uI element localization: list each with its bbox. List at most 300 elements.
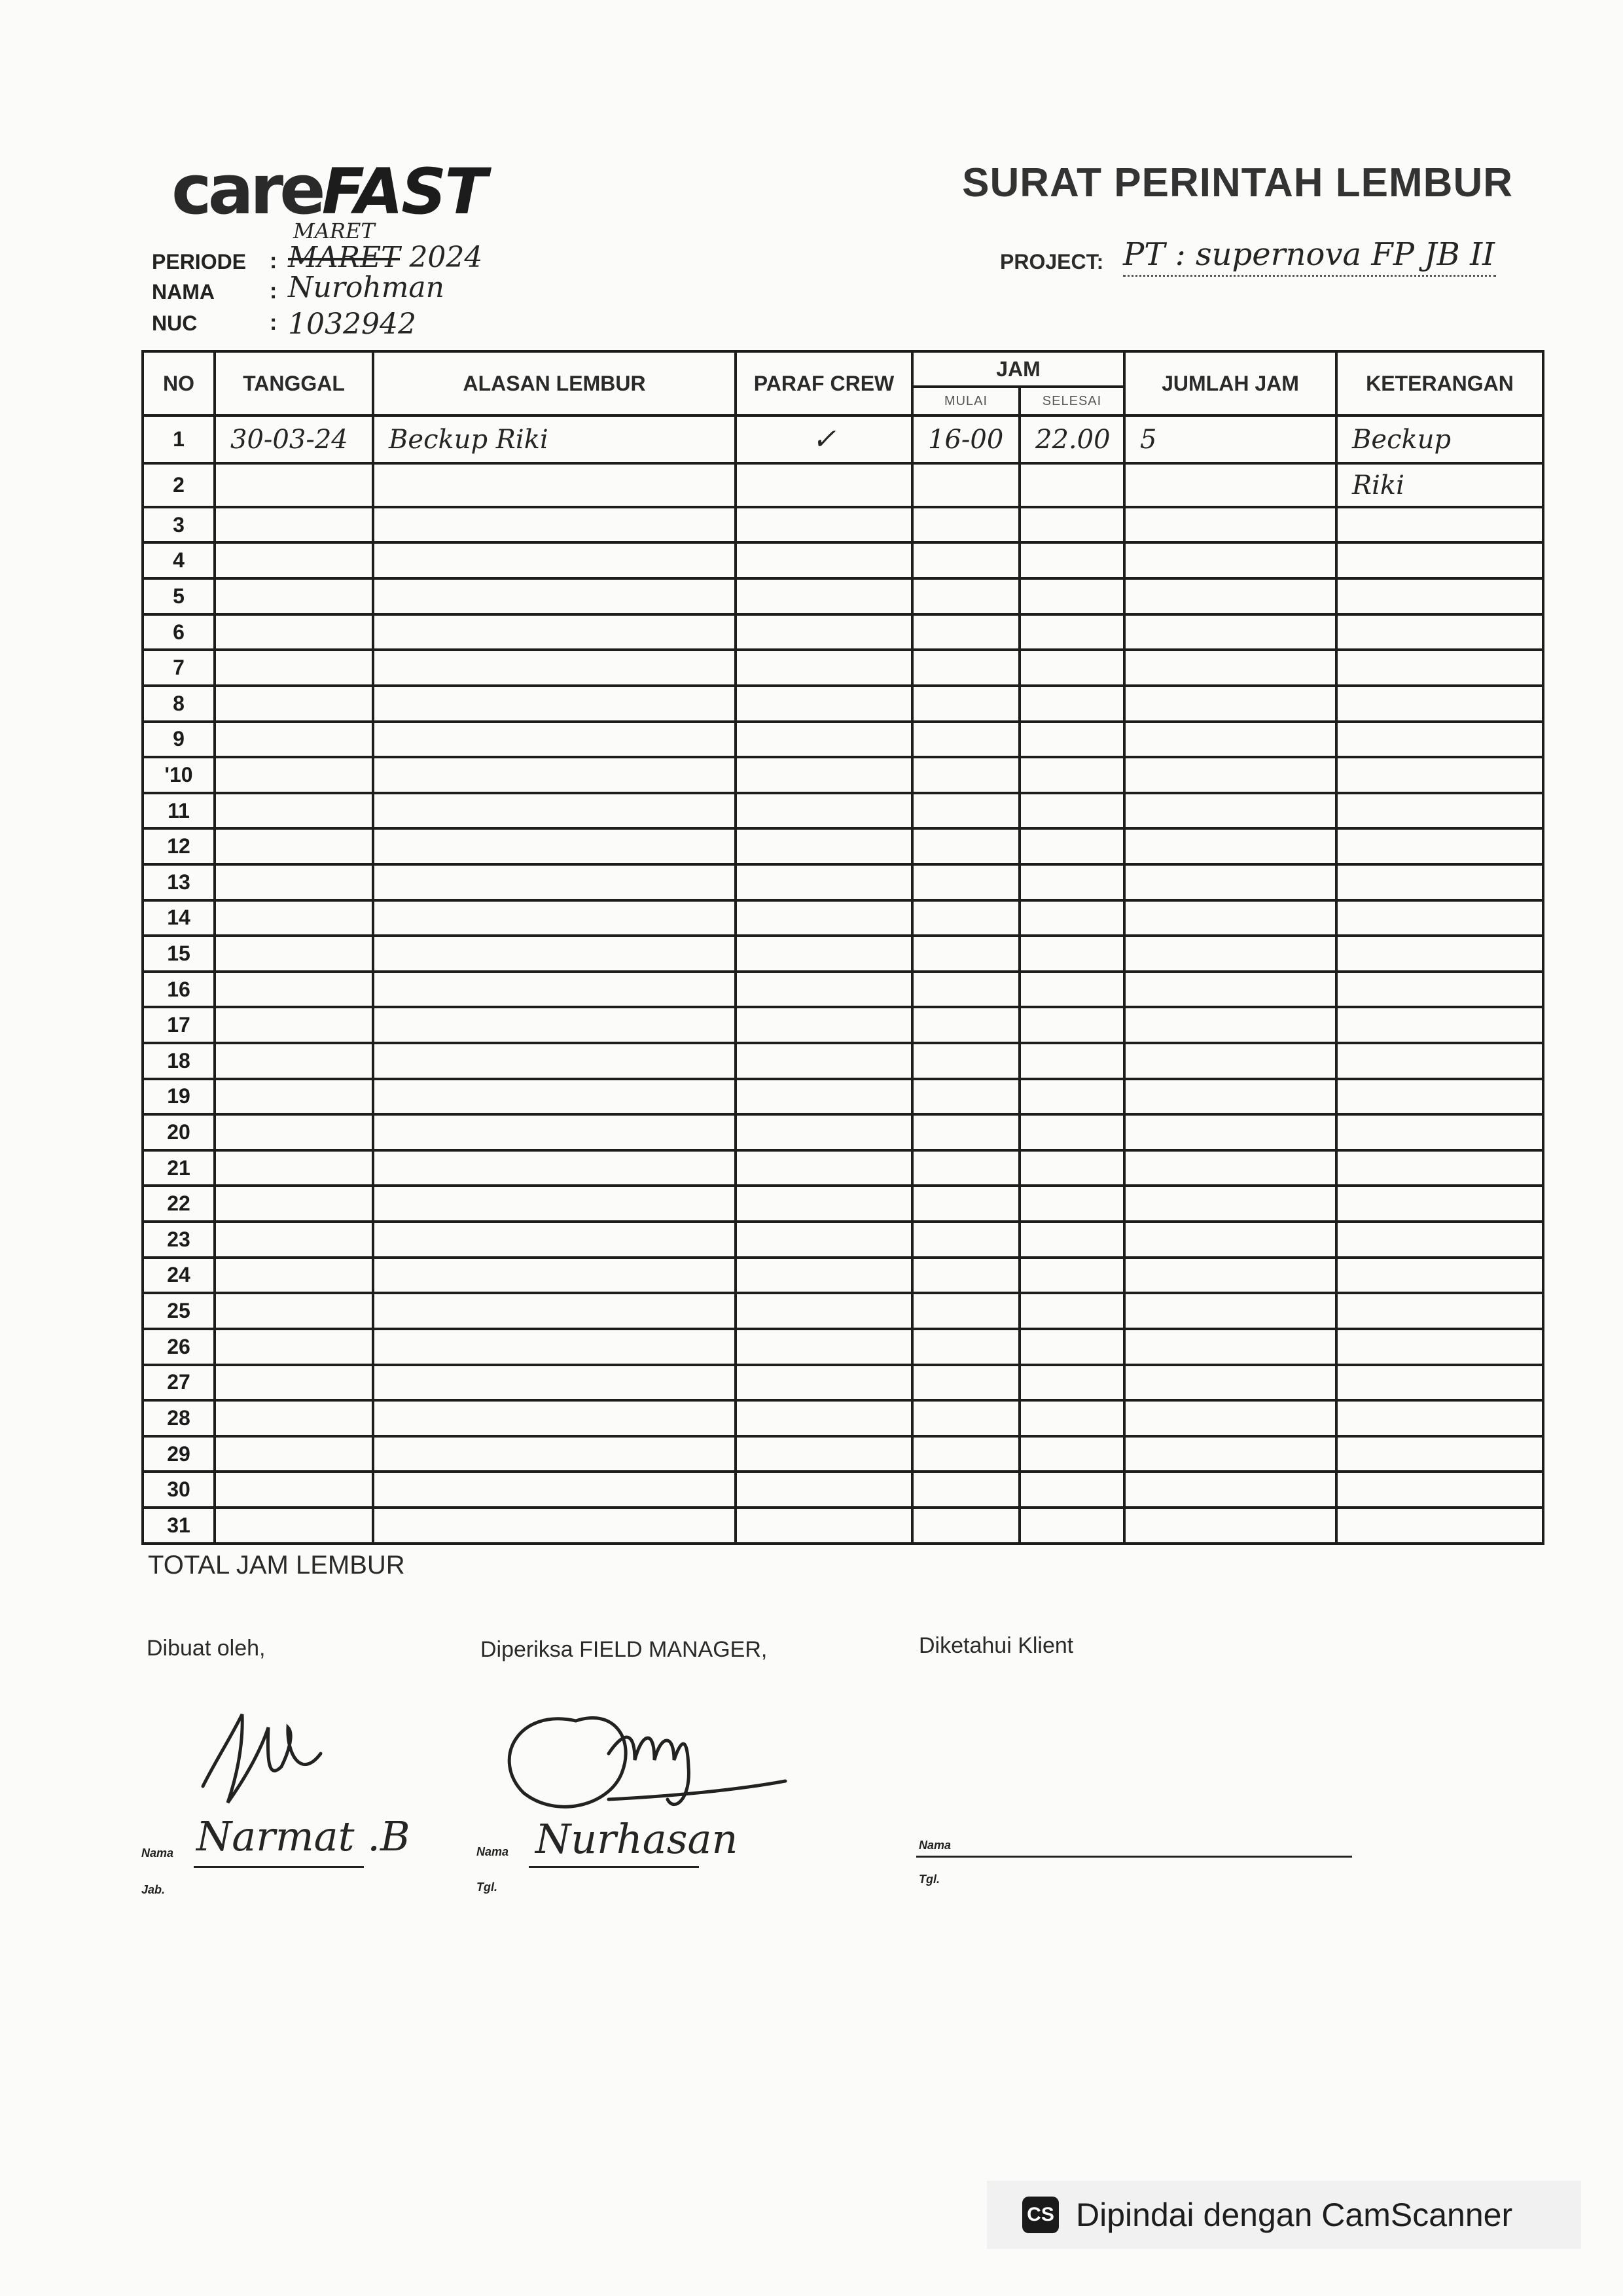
alasan-cell — [373, 614, 736, 650]
keterangan-cell — [1336, 1436, 1543, 1472]
row-number: 18 — [143, 1043, 215, 1079]
project-value: PT : supernova FP JB II — [1123, 234, 1496, 277]
tanggal-cell — [215, 614, 373, 650]
periode-correction: MARET — [293, 219, 375, 243]
alasan-cell — [373, 1043, 736, 1079]
alasan-cell — [373, 1258, 736, 1294]
tanggal-cell — [215, 972, 373, 1008]
header-mulai: MULAI — [912, 387, 1020, 415]
selesai-cell — [1020, 1436, 1124, 1472]
mulai-cell — [912, 1508, 1020, 1544]
tanggal-cell — [215, 757, 373, 793]
row-number: 26 — [143, 1329, 215, 1365]
company-logo — [171, 150, 538, 230]
table-row — [143, 793, 1543, 829]
mulai-cell — [912, 507, 1020, 543]
keterangan-cell — [1336, 1472, 1543, 1508]
header-paraf: PARAF CREW — [736, 351, 912, 415]
table-row — [143, 1150, 1543, 1186]
alasan-cell — [373, 507, 736, 543]
alasan-cell — [373, 686, 736, 722]
selesai-cell — [1020, 1508, 1124, 1544]
mulai-cell — [912, 757, 1020, 793]
selesai-cell — [1020, 1186, 1124, 1222]
paraf-cell — [736, 1508, 912, 1544]
row-number: 25 — [143, 1293, 215, 1329]
selesai-cell — [1020, 1079, 1124, 1115]
table-row — [143, 686, 1543, 722]
jumlah-cell — [1124, 542, 1336, 578]
paraf-cell — [736, 828, 912, 864]
dibuat-nama-label: Nama — [141, 1846, 174, 1860]
logo-care-text: care — [171, 150, 322, 230]
row-number: 24 — [143, 1258, 215, 1294]
selesai-cell — [1020, 1007, 1124, 1043]
tanggal-cell — [215, 1400, 373, 1436]
alasan-cell — [373, 1114, 736, 1150]
alasan-cell — [373, 650, 736, 686]
keterangan-cell — [1336, 972, 1543, 1008]
jumlah-cell — [1124, 686, 1336, 722]
jumlah-cell — [1124, 1150, 1336, 1186]
tanggal-cell: 30-03-24 — [215, 415, 373, 463]
selesai-cell — [1020, 1043, 1124, 1079]
jumlah-cell — [1124, 1186, 1336, 1222]
paraf-cell — [736, 757, 912, 793]
jumlah-cell — [1124, 463, 1336, 507]
paraf-cell — [736, 1329, 912, 1365]
keterangan-cell — [1336, 1508, 1543, 1544]
table-row — [143, 1329, 1543, 1365]
keterangan-cell — [1336, 542, 1543, 578]
keterangan-cell — [1336, 936, 1543, 972]
jumlah-cell — [1124, 1079, 1336, 1115]
paraf-cell — [736, 578, 912, 614]
paraf-cell — [736, 722, 912, 758]
mulai-cell — [912, 578, 1020, 614]
periode-year: 2024 — [409, 241, 483, 274]
table-row — [143, 1472, 1543, 1508]
table-row — [143, 1007, 1543, 1043]
selesai-cell — [1020, 463, 1124, 507]
alasan-cell — [373, 793, 736, 829]
tanggal-cell — [215, 542, 373, 578]
dibuat-jab-label: Jab. — [141, 1883, 166, 1896]
dibuat-name-line — [194, 1866, 364, 1868]
tanggal-cell — [215, 1258, 373, 1294]
paraf-cell — [736, 1007, 912, 1043]
keterangan-cell — [1336, 1365, 1543, 1401]
mulai-cell — [912, 1400, 1020, 1436]
row-number: 14 — [143, 900, 215, 936]
jumlah-cell — [1124, 1472, 1336, 1508]
mulai-cell — [912, 686, 1020, 722]
alasan-cell — [373, 1436, 736, 1472]
table-row — [143, 578, 1543, 614]
row-number: 7 — [143, 650, 215, 686]
alasan-cell — [373, 900, 736, 936]
jumlah-cell — [1124, 507, 1336, 543]
row-number: 12 — [143, 828, 215, 864]
tanggal-cell — [215, 578, 373, 614]
alasan-cell: Beckup Riki — [373, 415, 736, 463]
jumlah-cell — [1124, 1365, 1336, 1401]
diperiksa-label: Diperiksa FIELD MANAGER, — [480, 1637, 768, 1662]
mulai-cell — [912, 936, 1020, 972]
selesai-cell — [1020, 1222, 1124, 1258]
tanggal-cell — [215, 650, 373, 686]
project-label: PROJECT: — [1000, 250, 1104, 274]
keterangan-cell — [1336, 1329, 1543, 1365]
row-number: 23 — [143, 1222, 215, 1258]
mulai-cell — [912, 1079, 1020, 1115]
paraf-cell — [736, 1258, 912, 1294]
selesai-cell — [1020, 507, 1124, 543]
alasan-cell — [373, 1508, 736, 1544]
diketahui-tgl-label: Tgl. — [919, 1873, 940, 1886]
jumlah-cell — [1124, 1508, 1336, 1544]
alasan-cell — [373, 864, 736, 900]
selesai-cell — [1020, 1472, 1124, 1508]
paraf-cell — [736, 793, 912, 829]
row-number: 6 — [143, 614, 215, 650]
mulai-cell — [912, 542, 1020, 578]
selesai-cell — [1020, 1258, 1124, 1294]
paraf-cell: ✓ — [736, 415, 912, 463]
jumlah-cell: 5 — [1124, 415, 1336, 463]
paraf-cell — [736, 936, 912, 972]
tanggal-cell — [215, 1329, 373, 1365]
mulai-cell — [912, 1114, 1020, 1150]
document-title: SURAT PERINTAH LEMBUR — [962, 160, 1513, 205]
paraf-cell — [736, 1293, 912, 1329]
selesai-cell — [1020, 757, 1124, 793]
paraf-cell — [736, 1222, 912, 1258]
jumlah-cell — [1124, 1436, 1336, 1472]
tanggal-cell — [215, 1079, 373, 1115]
tanggal-cell — [215, 1007, 373, 1043]
table-row — [143, 650, 1543, 686]
table-row — [143, 828, 1543, 864]
row-number: 29 — [143, 1436, 215, 1472]
row-number: 15 — [143, 936, 215, 972]
tanggal-cell — [215, 722, 373, 758]
jumlah-cell — [1124, 864, 1336, 900]
nuc-colon: : — [270, 310, 277, 335]
table-row — [143, 1436, 1543, 1472]
alasan-cell — [373, 1365, 736, 1401]
mulai-cell — [912, 650, 1020, 686]
jumlah-cell — [1124, 900, 1336, 936]
alasan-cell — [373, 1007, 736, 1043]
jumlah-cell — [1124, 793, 1336, 829]
nuc-label: NUC — [152, 311, 198, 335]
alasan-cell — [373, 757, 736, 793]
selesai-cell — [1020, 936, 1124, 972]
jumlah-cell — [1124, 972, 1336, 1008]
mulai-cell: 16-00 — [912, 415, 1020, 463]
alasan-cell — [373, 1400, 736, 1436]
tanggal-cell — [215, 1508, 373, 1544]
selesai-cell — [1020, 722, 1124, 758]
paraf-cell — [736, 1079, 912, 1115]
alasan-cell — [373, 578, 736, 614]
row-number: 27 — [143, 1365, 215, 1401]
row-number: 5 — [143, 578, 215, 614]
header-jumlah: JUMLAH JAM — [1124, 351, 1336, 415]
header-alasan: ALASAN LEMBUR — [373, 351, 736, 415]
dibuat-label: Dibuat oleh, — [147, 1636, 266, 1661]
keterangan-cell — [1336, 1400, 1543, 1436]
nama-colon: : — [270, 279, 277, 304]
alasan-cell — [373, 1079, 736, 1115]
tanggal-cell — [215, 1043, 373, 1079]
alasan-cell — [373, 1472, 736, 1508]
jumlah-cell — [1124, 828, 1336, 864]
table-row — [143, 972, 1543, 1008]
row-number: 3 — [143, 507, 215, 543]
mulai-cell — [912, 1043, 1020, 1079]
camscanner-text: Dipindai dengan CamScanner — [1076, 2197, 1513, 2233]
jumlah-cell — [1124, 1329, 1336, 1365]
table-row — [143, 722, 1543, 758]
keterangan-cell: Riki — [1336, 463, 1543, 507]
tanggal-cell — [215, 1114, 373, 1150]
alasan-cell — [373, 463, 736, 507]
keterangan-cell — [1336, 864, 1543, 900]
table-row — [143, 1258, 1543, 1294]
alasan-cell — [373, 1222, 736, 1258]
table-row — [143, 1365, 1543, 1401]
row-number: 22 — [143, 1186, 215, 1222]
table-row — [143, 1508, 1543, 1544]
diketahui-label: Diketahui Klient — [919, 1633, 1074, 1658]
mulai-cell — [912, 900, 1020, 936]
diketahui-nama-label: Nama — [919, 1839, 952, 1852]
tanggal-cell — [215, 793, 373, 829]
nama-label: NAMA — [152, 280, 215, 304]
table-row — [143, 864, 1543, 900]
paraf-cell — [736, 864, 912, 900]
mulai-cell — [912, 722, 1020, 758]
table-row — [143, 463, 1543, 507]
mulai-cell — [912, 1472, 1020, 1508]
alasan-cell — [373, 972, 736, 1008]
keterangan-cell — [1336, 1186, 1543, 1222]
mulai-cell — [912, 1436, 1020, 1472]
tanggal-cell — [215, 900, 373, 936]
jumlah-cell — [1124, 1114, 1336, 1150]
row-number: 19 — [143, 1079, 215, 1115]
table-row — [143, 936, 1543, 972]
overtime-table — [141, 350, 1542, 1545]
paraf-cell — [736, 1186, 912, 1222]
selesai-cell — [1020, 542, 1124, 578]
selesai-cell — [1020, 1400, 1124, 1436]
camscanner-icon: CS — [1022, 2197, 1059, 2233]
row-number: 30 — [143, 1472, 215, 1508]
mulai-cell — [912, 1293, 1020, 1329]
selesai-cell — [1020, 793, 1124, 829]
tanggal-cell — [215, 1293, 373, 1329]
jumlah-cell — [1124, 614, 1336, 650]
keterangan-cell — [1336, 614, 1543, 650]
mulai-cell — [912, 793, 1020, 829]
diperiksa-name: Nurhasan — [535, 1815, 738, 1863]
row-number: 4 — [143, 542, 215, 578]
selesai-cell — [1020, 578, 1124, 614]
row-number: 11 — [143, 793, 215, 829]
alasan-cell — [373, 722, 736, 758]
keterangan-cell — [1336, 1079, 1543, 1115]
table-row — [143, 900, 1543, 936]
dibuat-signature — [190, 1688, 340, 1819]
jumlah-cell — [1124, 578, 1336, 614]
periode-colon: : — [270, 249, 277, 274]
nama-value: Nurohman — [288, 271, 444, 304]
alasan-cell — [373, 1186, 736, 1222]
keterangan-cell — [1336, 578, 1543, 614]
tanggal-cell — [215, 507, 373, 543]
keterangan-cell: Beckup — [1336, 415, 1543, 463]
mulai-cell — [912, 1365, 1020, 1401]
paraf-cell — [736, 686, 912, 722]
tanggal-cell — [215, 1436, 373, 1472]
camscanner-badge — [987, 2181, 1581, 2249]
table-row — [143, 1114, 1543, 1150]
diperiksa-tgl-label: Tgl. — [476, 1881, 497, 1894]
keterangan-cell — [1336, 686, 1543, 722]
keterangan-cell — [1336, 1114, 1543, 1150]
row-number: 28 — [143, 1400, 215, 1436]
table-row — [143, 1222, 1543, 1258]
mulai-cell — [912, 972, 1020, 1008]
selesai-cell — [1020, 1293, 1124, 1329]
tanggal-cell — [215, 864, 373, 900]
nuc-value: 1032942 — [288, 308, 416, 341]
mulai-cell — [912, 1222, 1020, 1258]
mulai-cell — [912, 1258, 1020, 1294]
alasan-cell — [373, 542, 736, 578]
jumlah-cell — [1124, 757, 1336, 793]
keterangan-cell — [1336, 722, 1543, 758]
row-number: 21 — [143, 1150, 215, 1186]
keterangan-cell — [1336, 1293, 1543, 1329]
tanggal-cell — [215, 1186, 373, 1222]
header-selesai: SELESAI — [1020, 387, 1124, 415]
row-number: 9 — [143, 722, 215, 758]
keterangan-cell — [1336, 1222, 1543, 1258]
alasan-cell — [373, 1329, 736, 1365]
mulai-cell — [912, 828, 1020, 864]
tanggal-cell — [215, 1222, 373, 1258]
jumlah-cell — [1124, 1222, 1336, 1258]
table-row — [143, 415, 1543, 463]
selesai-cell — [1020, 650, 1124, 686]
keterangan-cell — [1336, 1150, 1543, 1186]
keterangan-cell — [1336, 900, 1543, 936]
dibuat-name: Narmat .B — [196, 1812, 410, 1860]
table-row — [143, 1043, 1543, 1079]
alasan-cell — [373, 936, 736, 972]
selesai-cell — [1020, 1365, 1124, 1401]
keterangan-cell — [1336, 1043, 1543, 1079]
paraf-cell — [736, 1472, 912, 1508]
selesai-cell — [1020, 686, 1124, 722]
selesai-cell — [1020, 614, 1124, 650]
paraf-cell — [736, 1150, 912, 1186]
periode-label: PERIODE — [152, 250, 247, 274]
mulai-cell — [912, 463, 1020, 507]
selesai-cell — [1020, 1329, 1124, 1365]
table-row — [143, 1186, 1543, 1222]
periode-struck-month: MARET MARET — [288, 219, 401, 274]
alasan-cell — [373, 1150, 736, 1186]
keterangan-cell — [1336, 1007, 1543, 1043]
tanggal-cell — [215, 463, 373, 507]
paraf-cell — [736, 900, 912, 936]
keterangan-cell — [1336, 650, 1543, 686]
jumlah-cell — [1124, 1043, 1336, 1079]
keterangan-cell — [1336, 793, 1543, 829]
paraf-cell — [736, 463, 912, 507]
header-tanggal: TANGGAL — [215, 351, 373, 415]
tanggal-cell — [215, 936, 373, 972]
mulai-cell — [912, 614, 1020, 650]
paraf-cell — [736, 614, 912, 650]
mulai-cell — [912, 1007, 1020, 1043]
table-row — [143, 1079, 1543, 1115]
header-jam: JAM — [912, 351, 1124, 387]
table-row — [143, 1400, 1543, 1436]
paraf-cell — [736, 542, 912, 578]
selesai-cell — [1020, 864, 1124, 900]
jumlah-cell — [1124, 1293, 1336, 1329]
mulai-cell — [912, 1150, 1020, 1186]
mulai-cell — [912, 864, 1020, 900]
header-no: NO — [143, 351, 215, 415]
jumlah-cell — [1124, 722, 1336, 758]
row-number: 16 — [143, 972, 215, 1008]
periode-value — [288, 219, 483, 274]
jumlah-cell — [1124, 1007, 1336, 1043]
row-number: 20 — [143, 1114, 215, 1150]
diperiksa-nama-label: Nama — [476, 1845, 509, 1858]
jumlah-cell — [1124, 936, 1336, 972]
diperiksa-name-line — [529, 1866, 699, 1868]
row-number: 17 — [143, 1007, 215, 1043]
row-number: 13 — [143, 864, 215, 900]
paraf-cell — [736, 1365, 912, 1401]
paraf-cell — [736, 650, 912, 686]
row-number: 8 — [143, 686, 215, 722]
keterangan-cell — [1336, 507, 1543, 543]
selesai-cell — [1020, 828, 1124, 864]
tanggal-cell — [215, 828, 373, 864]
paraf-cell — [736, 1400, 912, 1436]
row-number: 1 — [143, 415, 215, 463]
row-number: 31 — [143, 1508, 215, 1544]
paraf-cell — [736, 1043, 912, 1079]
mulai-cell — [912, 1186, 1020, 1222]
diketahui-name-line — [916, 1856, 1352, 1858]
alasan-cell — [373, 828, 736, 864]
table-row — [143, 614, 1543, 650]
alasan-cell — [373, 1293, 736, 1329]
selesai-cell — [1020, 1114, 1124, 1150]
table-row — [143, 507, 1543, 543]
paraf-cell — [736, 1436, 912, 1472]
